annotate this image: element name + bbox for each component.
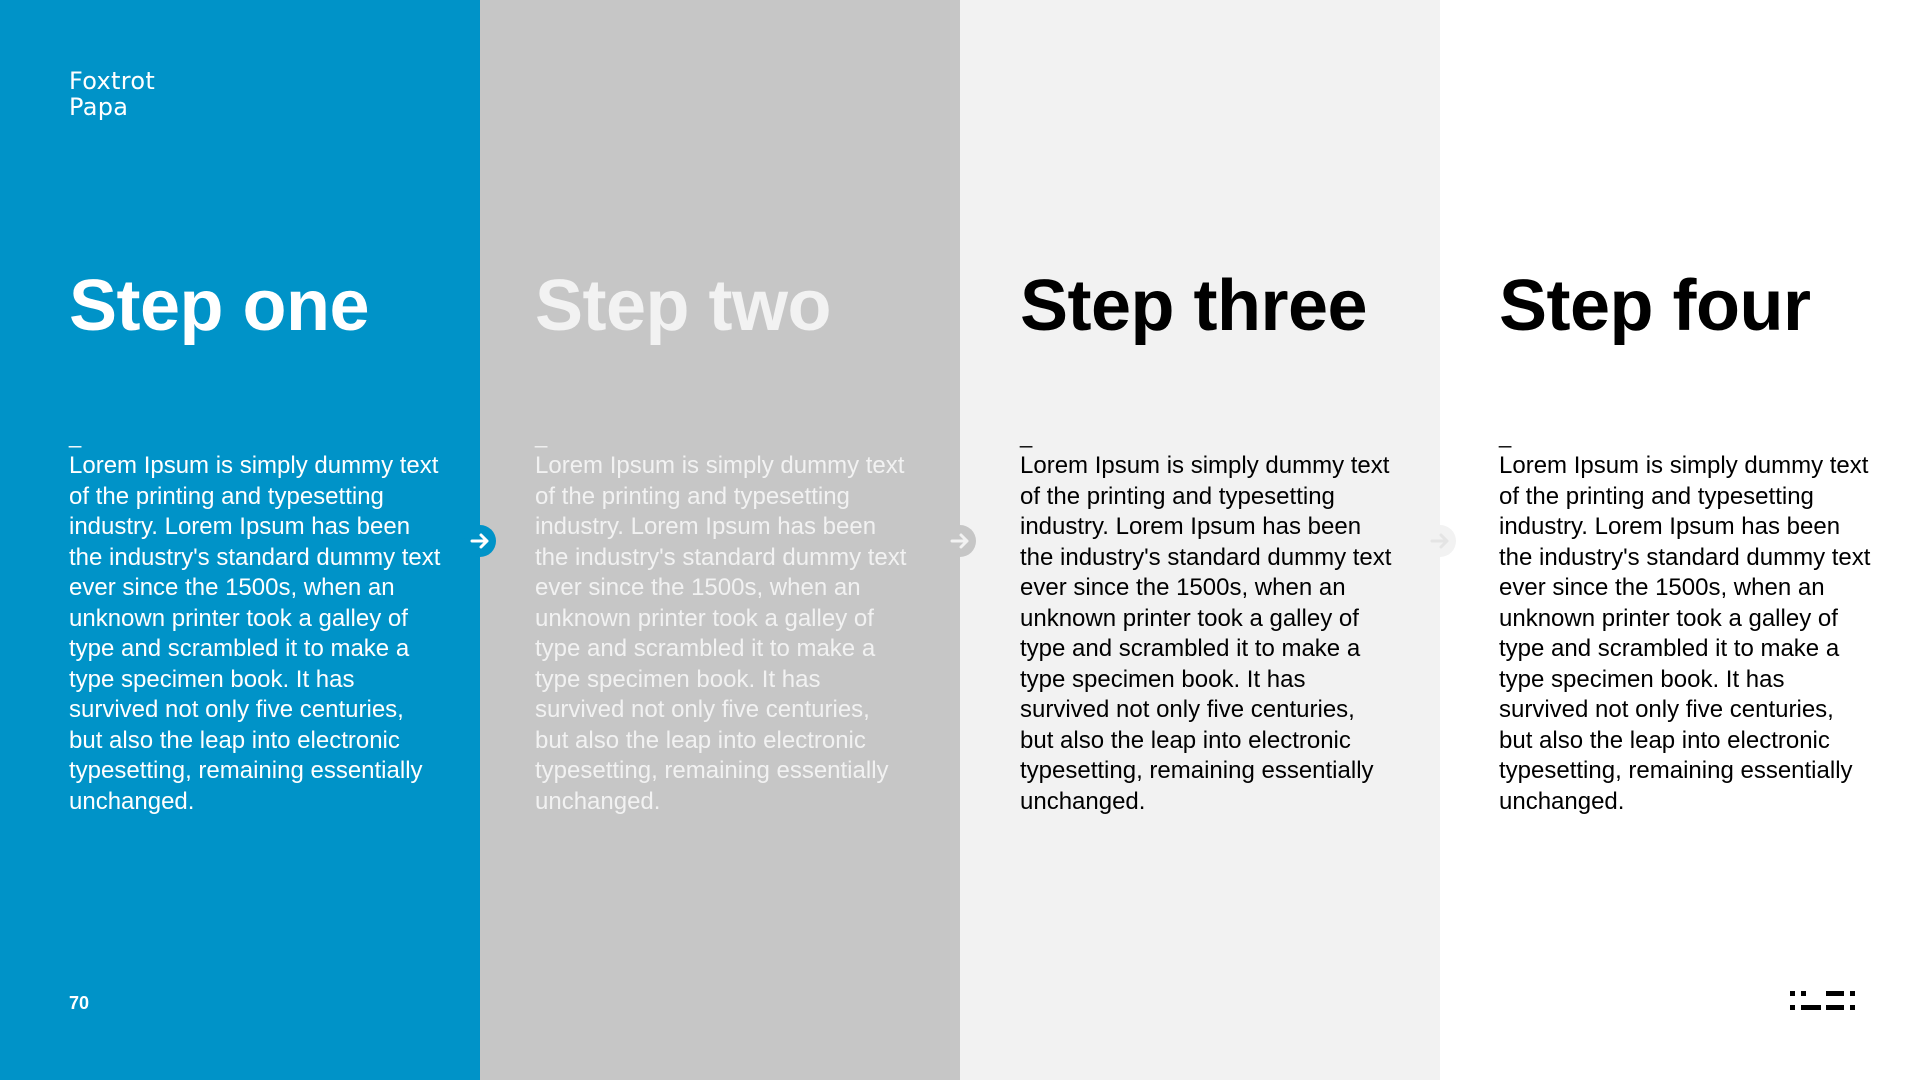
step-two-dash: _ [535, 423, 548, 448]
step-three-dash: _ [1020, 423, 1033, 448]
step-column-three [960, 0, 1440, 1080]
arrow-right-icon [944, 525, 976, 557]
step-four-body: Lorem Ipsum is simply dummy text of the printing and typesetting industry. Lorem Ipsum has been the industry's standard dummy text ever since the 1500s, when an unknown printer took a galley of type and scrambled it to make a type specimen book. It has survived not only five centuries, but also the leap into electronic typesetting, remaining essentially unchanged. [1499, 452, 1871, 815]
page-number: 70 [69, 993, 90, 1013]
logo [69, 68, 155, 120]
step-column-four [1440, 0, 1920, 1080]
step-four-dash: _ [1499, 423, 1512, 448]
step-one-title: Step one [69, 266, 370, 346]
step-two-title: Step two [535, 266, 831, 346]
step-one-body: Lorem Ipsum is simply dummy text of the printing and typesetting industry. Lorem Ipsum has been the industry's standard dummy text ever since the 1500s, when an unknown printer took a galley of type and scrambled it to make a type specimen book. It has survived not only five centuries, but also the leap into electronic typesetting, remaining essentially unchanged. [69, 452, 441, 815]
arrow-right-icon [464, 525, 496, 557]
step-two-body: Lorem Ipsum is simply dummy text of the printing and typesetting industry. Lorem Ipsum has been the industry's standard dummy text ever since the 1500s, when an unknown printer took a galley of type and scrambled it to make a type specimen book. It has survived not only five centuries, but also the leap into electronic typesetting, remaining essentially unchanged. [535, 452, 907, 815]
step-three-body: Lorem Ipsum is simply dummy text of the printing and typesetting industry. Lorem Ipsum has been the industry's standard dummy text ever since the 1500s, when an unknown printer took a galley of type and scrambled it to make a type specimen book. It has survived not only five centuries, but also the leap into electronic typesetting, remaining essentially unchanged. [1020, 452, 1392, 815]
step-one-dash: _ [69, 423, 82, 448]
logo-line-1: Foxtrot [69, 67, 156, 95]
arrow-right-icon [1424, 525, 1456, 557]
logo-line-2: Papa [69, 93, 129, 121]
step-column-one [0, 0, 480, 1080]
step-column-two [480, 0, 960, 1080]
step-three-title: Step three [1020, 266, 1368, 346]
step-four-title: Step four [1499, 266, 1811, 346]
brand-mark-icon [1790, 991, 1860, 1015]
